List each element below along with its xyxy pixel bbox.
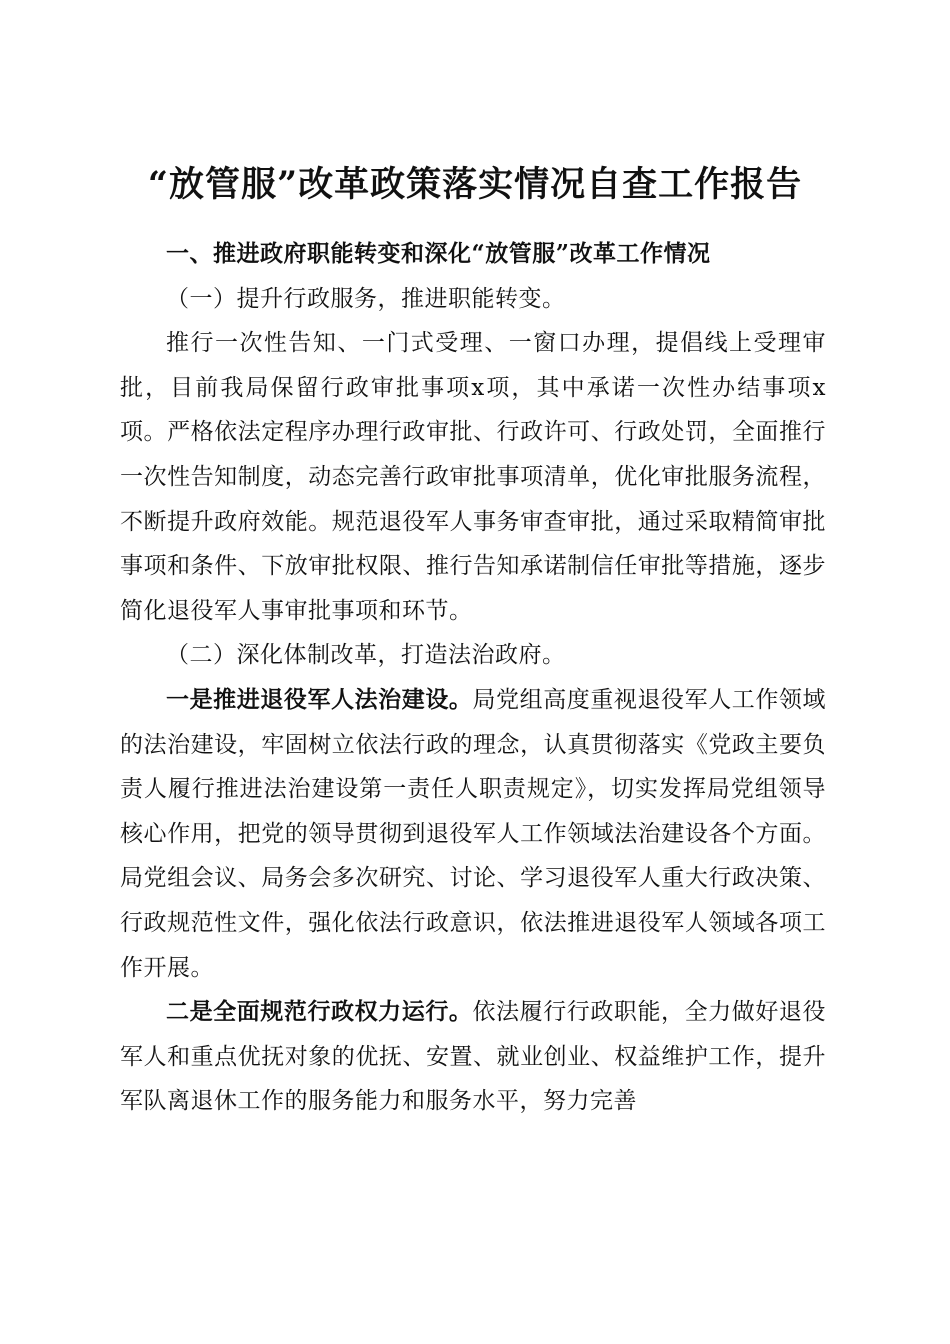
paragraph-3-lead: 二是全面规范行政权力运行。	[166, 998, 473, 1026]
paragraph-2	[120, 678, 826, 990]
subsection-heading-1: （一）提升行政服务，推进职能转变。	[166, 285, 566, 312]
section-heading: 一、推进政府职能转变和深化“放管服”改革工作情况	[166, 240, 711, 267]
subsection-heading-2: （二）深化体制改革，打造法治政府。	[166, 642, 566, 669]
document-title: “放管服”改革政策落实情况自查工作报告	[147, 164, 803, 206]
paragraph-2-lead: 一是推进退役军人法治建设。	[166, 685, 473, 713]
document-body	[120, 232, 826, 1124]
paragraph-2-text: 局党组高度重视退役军人工作领域的法治建设，牢固树立依法行政的理念，认真贯彻落实《党政主要负责人履行推进法治建设第一责任人职责规定》，切实发挥局党组领导核心作用，把党的领导贯彻到退役军人工作领域法治建设各个方面。局党组会议、局务会多次研究、讨论、学习退役军人重大行政决策、行政规范性文件，强化依法行政意识，依法推进退役军人领域各项工作开展。	[120, 686, 827, 981]
paragraph-3-text: 依法履行行政职能，全力做好退役军人和重点优抚对象的优抚、安置、就业创业、权益维护工作，提升军队离退休工作的服务能力和服务水平，努力完善	[120, 999, 827, 1115]
paragraph-3	[120, 990, 826, 1124]
paragraph-1: 推行一次性告知、一门式受理、一窗口办理，提倡线上受理审批，目前我局保留行政审批事项x项，其中承诺一次性办结事项x项。严格依法定程序办理行政审批、行政许可、行政处罚，全面推行一次性告知制度，动态完善行政审批事项清单，优化审批服务流程，不断提升政府效能。规范退役军人事务审查审批，通过采取精简审批事项和条件、下放审批权限、推行告知承诺制信任审批等措施，逐步简化退役军人事审批事项和环节。	[120, 330, 826, 624]
